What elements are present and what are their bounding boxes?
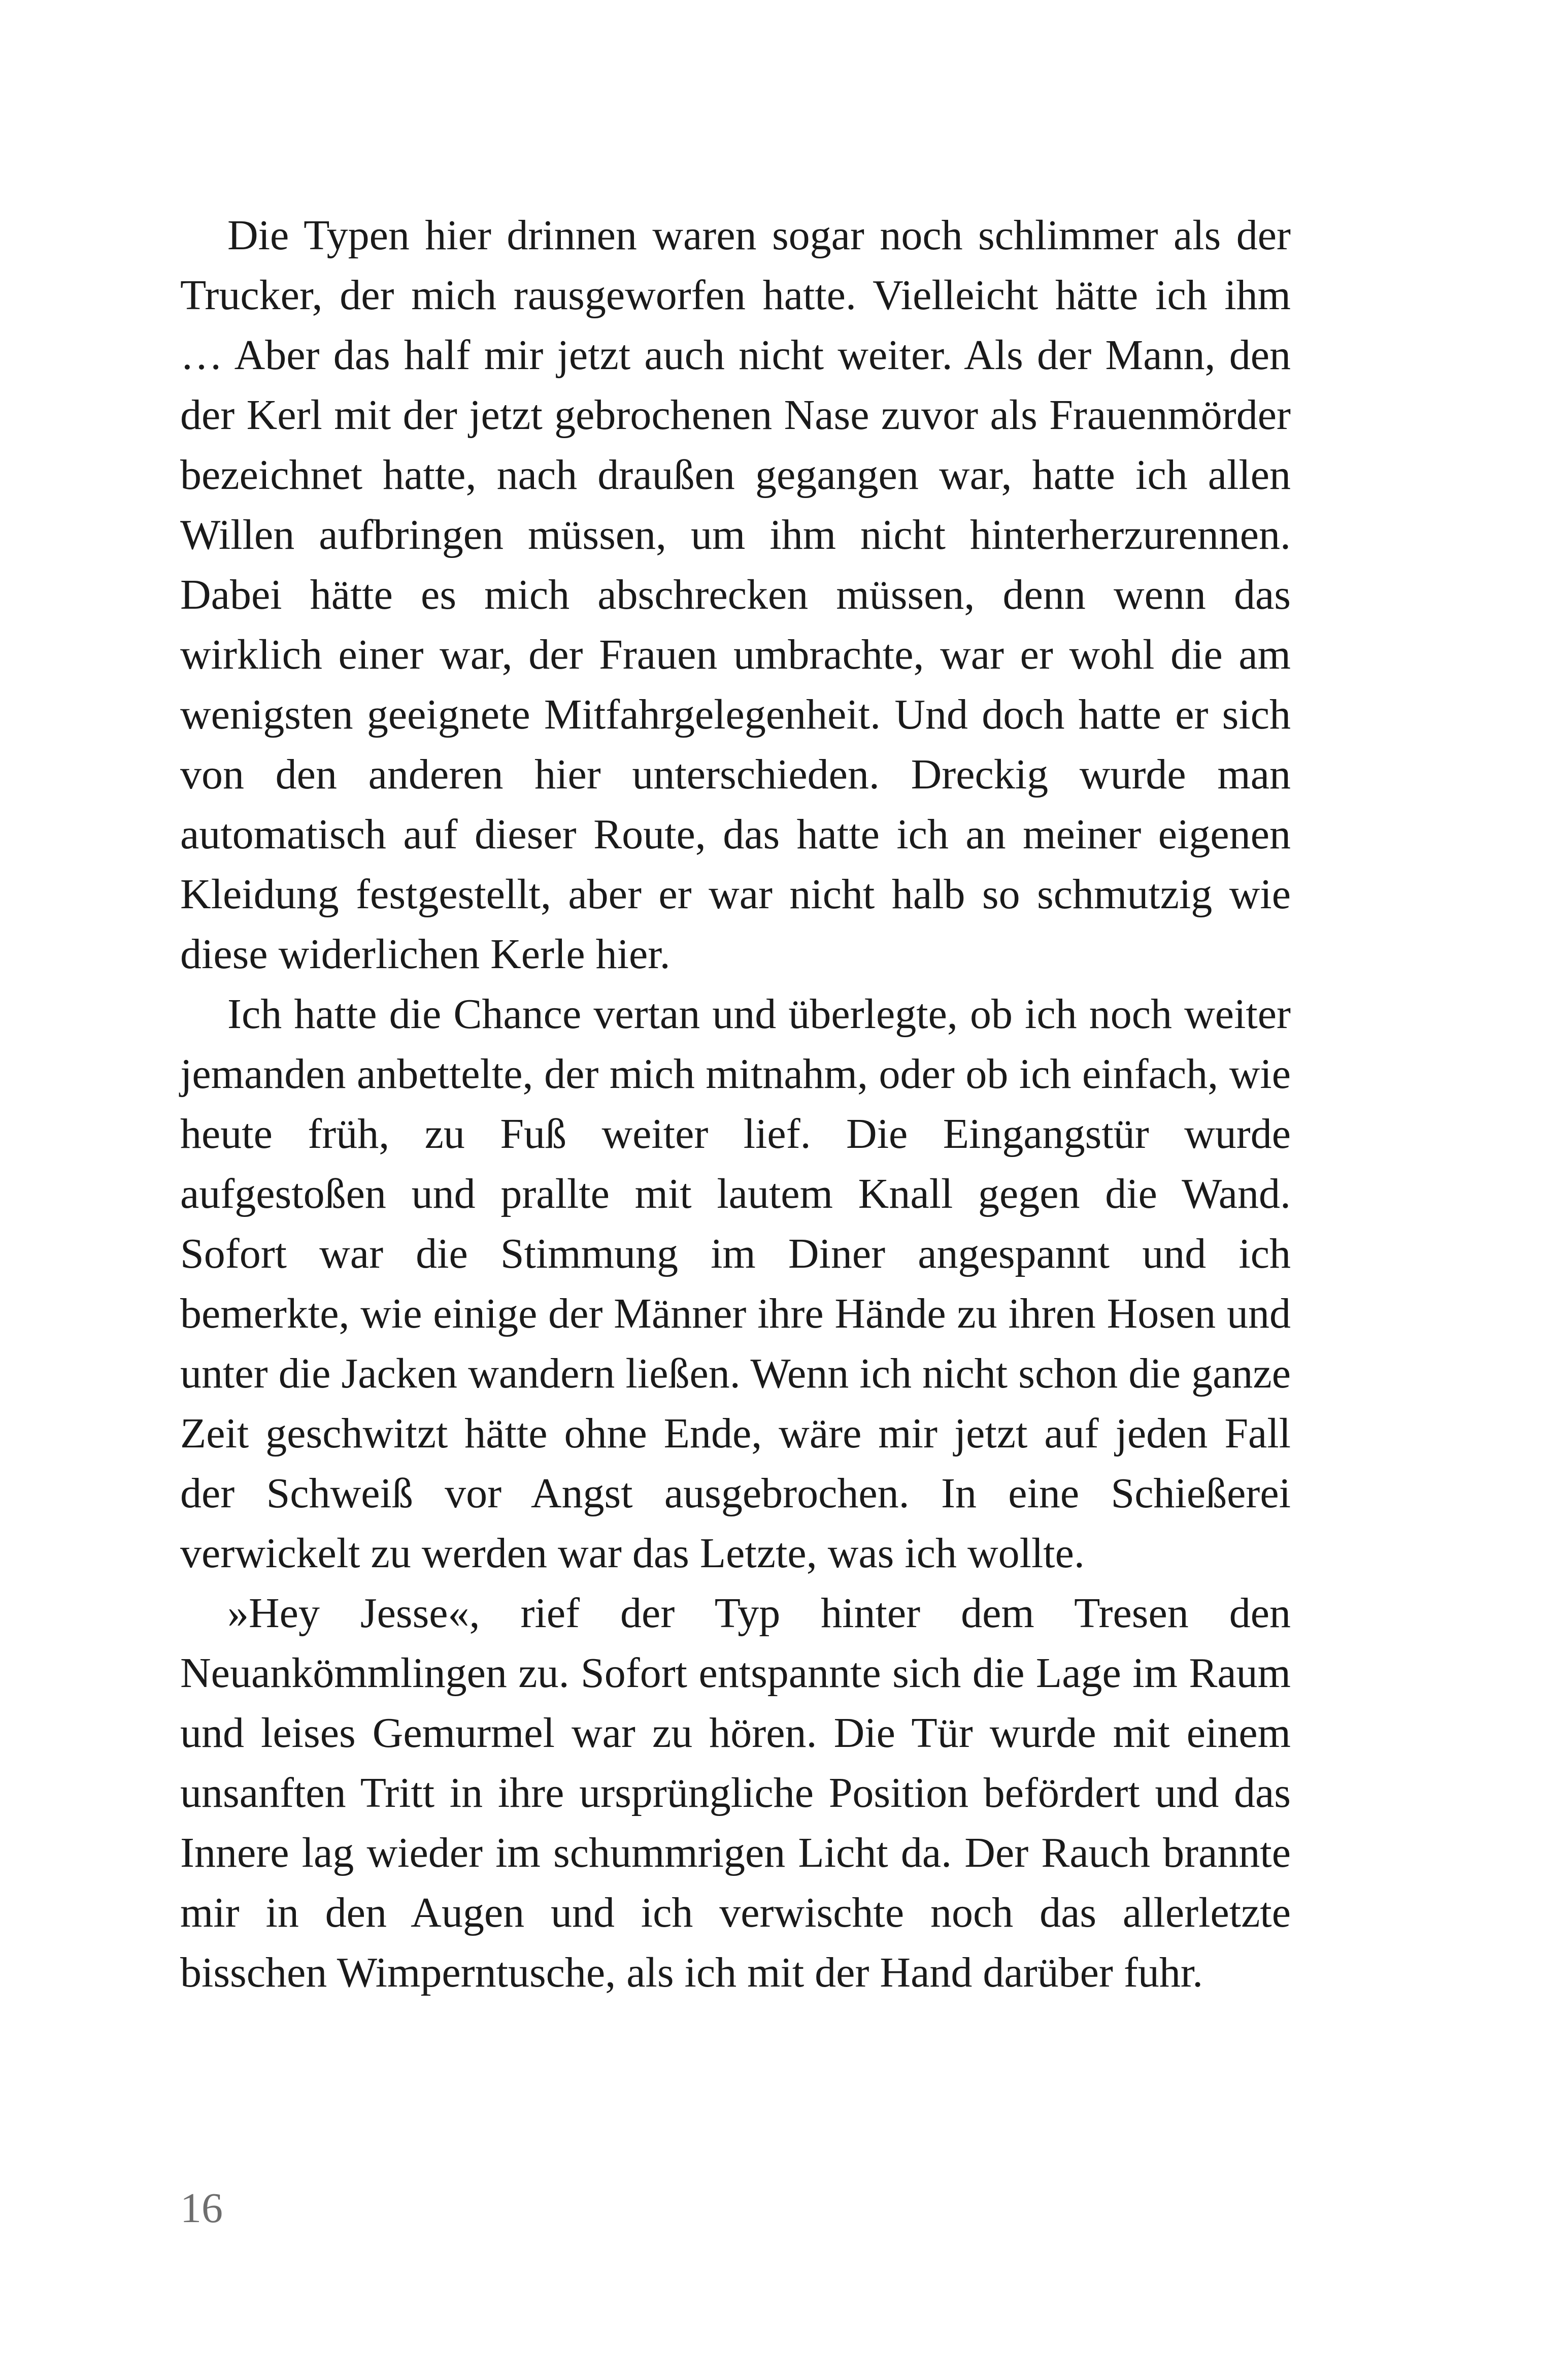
paragraph-3: »Hey Jesse«, rief der Typ hinter dem Tresen den Neuankömmlingen zu. Sofort entspannte sich die Lage im Raum und leises Gemurmel war zu hören. Die Tür wurde mit einem unsanften Tritt in ihre ursprüngliche Position befördert und das Innere lag wieder im schummrigen Licht da. Der Rauch brannte mir in den Augen und ich verwischte noch das allerletzte bisschen Wimperntusche, als ich mit der Hand darüber fuhr.: [180, 1590, 1291, 1996]
body-text: [180, 206, 1291, 2003]
page-number: 16: [180, 2185, 223, 2232]
paragraph-1: Die Typen hier drinnen waren sogar noch schlimmer als der Trucker, der mich rausgeworfen hatte. Vielleicht hätte ich ihm … Aber das half mir jetzt auch nicht weiter. Als der Mann, den der Kerl mit der jetzt gebrochenen Nase zuvor als Frauenmörder bezeichnet hatte, nach draußen gegangen war, hatte ich allen Willen aufbringen müssen, um ihm nicht hinterherzurennen. Dabei hätte es mich abschrecken müssen, denn wenn das wirklich einer war, der Frauen umbrachte, war er wohl die am wenigsten geeignete Mitfahrgelegenheit. Und doch hatte er sich von den anderen hier unterschieden. Dreckig wurde man automatisch auf dieser Route, das hatte ich an meiner eigenen Kleidung festgestellt, aber er war nicht halb so schmutzig wie diese widerlichen Kerle hier.: [180, 212, 1291, 978]
paragraph-2: Ich hatte die Chance vertan und überlegte, ob ich noch weiter jemanden anbettelte, der mich mitnahm, oder ob ich einfach, wie heute früh, zu Fuß weiter lief. Die Eingangstür wurde aufgestoßen und prallte mit lautem Knall gegen die Wand. Sofort war die Stimmung im Diner angespannt und ich bemerkte, wie einige der Männer ihre Hände zu ihren Hosen und unter die Jacken wandern ließen. Wenn ich nicht schon die ganze Zeit geschwitzt hätte ohne Ende, wäre mir jetzt auf jeden Fall der Schweiß vor Angst ausgebrochen. In eine Schießerei verwickelt zu werden war das Letzte, was ich wollte.: [180, 990, 1291, 1577]
